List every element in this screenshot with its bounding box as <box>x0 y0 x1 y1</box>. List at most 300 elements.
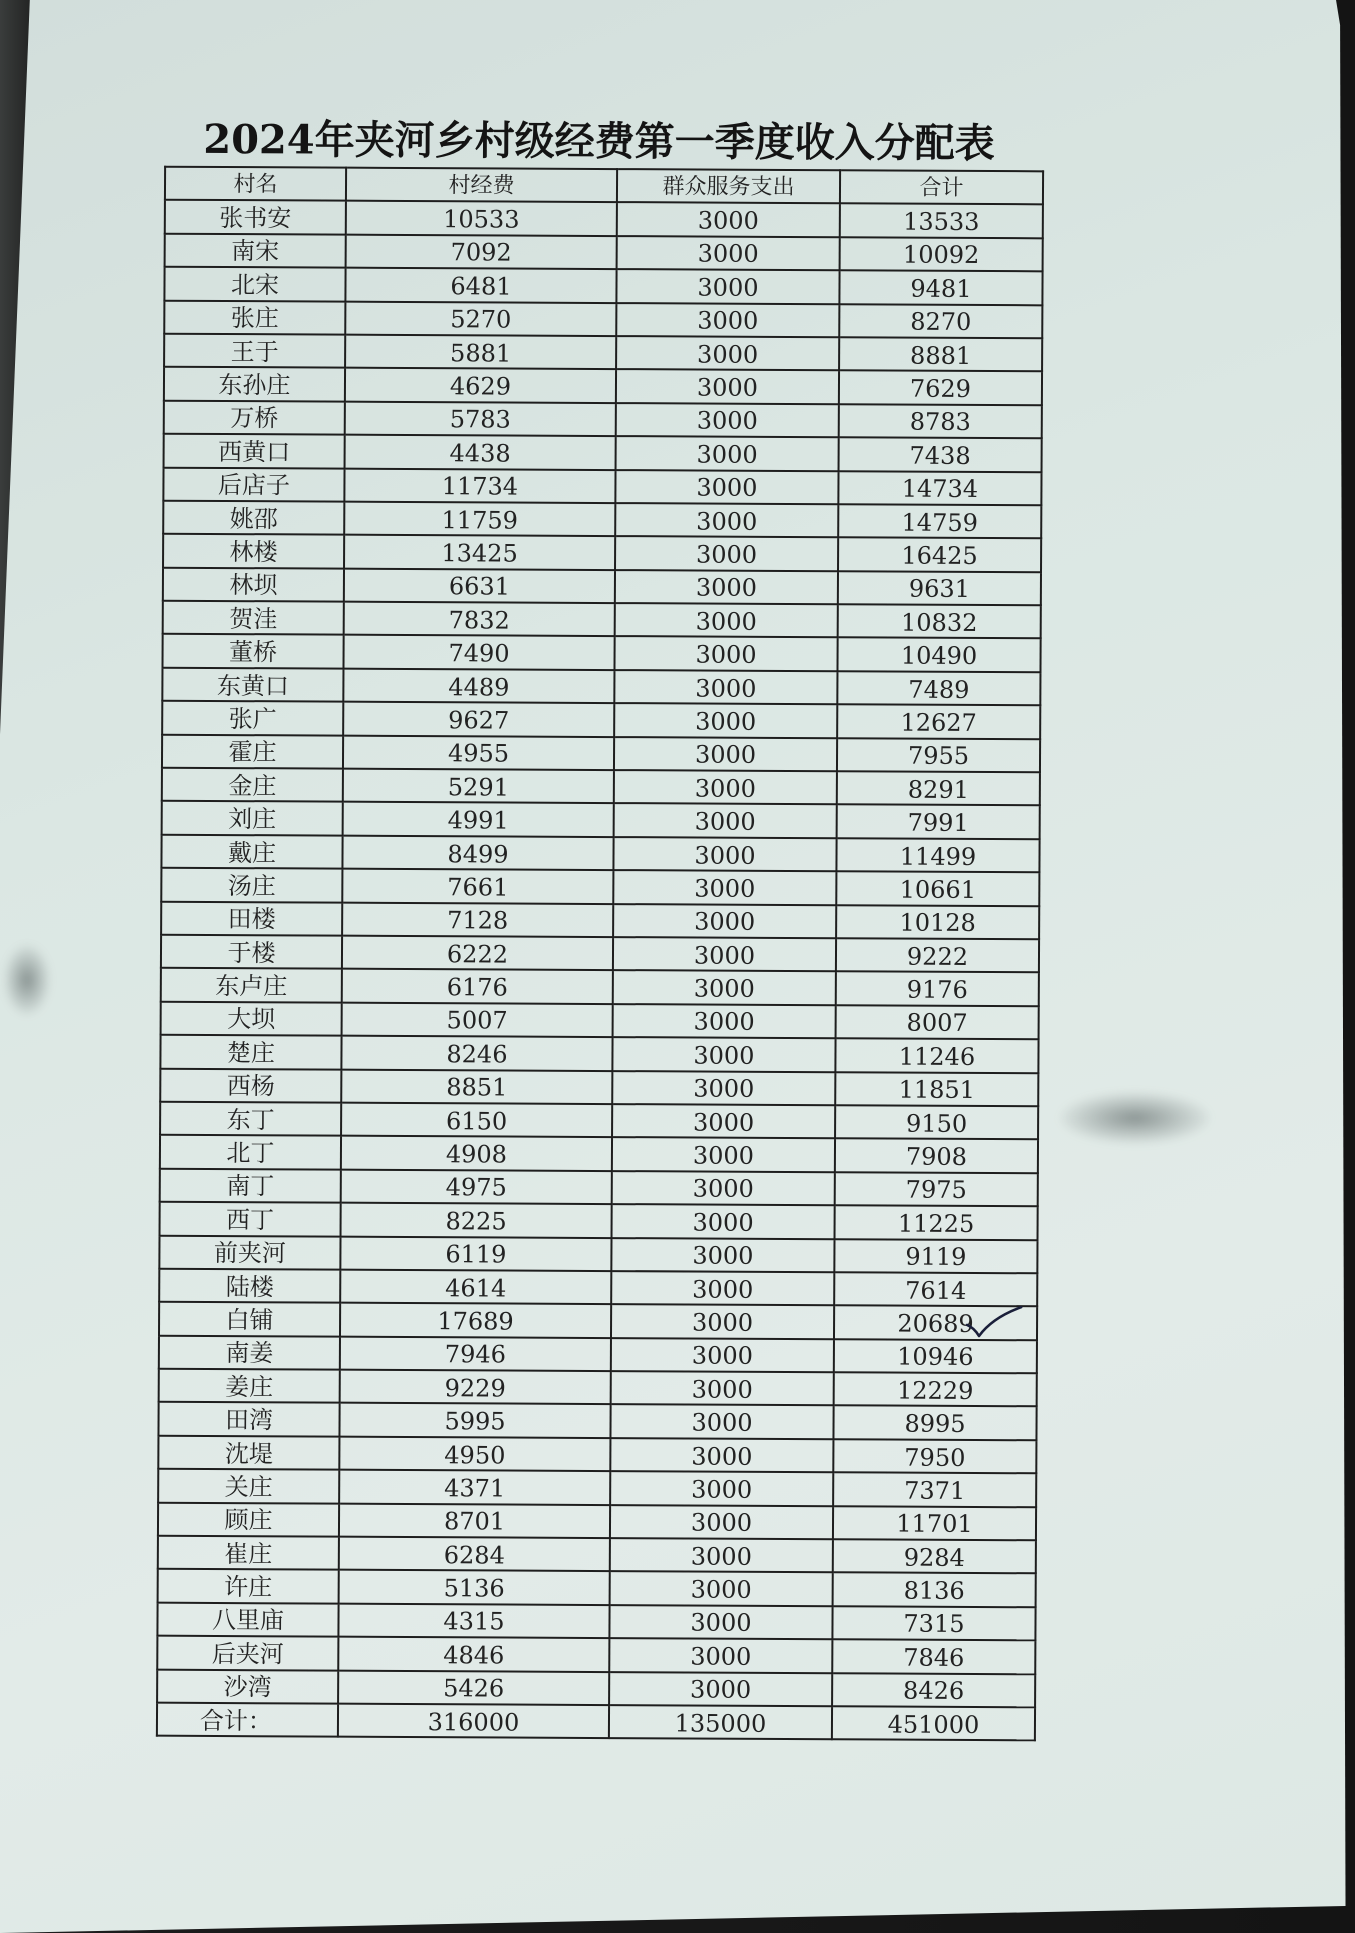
table-row <box>163 467 1041 505</box>
cell-service-expense <box>614 670 837 705</box>
smudge <box>1060 1092 1210 1144</box>
cell-village-name <box>160 1035 341 1069</box>
cell-village-fee-text: 4846 <box>443 1641 505 1670</box>
cell-village-fee-text: 8246 <box>446 1040 508 1069</box>
cell-service-expense-text: 3000 <box>694 774 756 803</box>
cell-total-text: 7489 <box>908 675 970 704</box>
cell-village-name-text: 田楼 <box>227 905 276 934</box>
table-row <box>157 1636 1035 1674</box>
cell-village-fee <box>341 1036 612 1071</box>
header-service-expense: 群众服务支出 <box>617 169 840 204</box>
table-row <box>161 1001 1039 1039</box>
cell-service-expense <box>611 1304 834 1339</box>
cell-total-text: 20689 <box>897 1309 974 1338</box>
table-row <box>158 1402 1036 1440</box>
cell-village-fee <box>340 1303 611 1338</box>
cell-village-fee-text: 5881 <box>450 338 512 368</box>
cell-village-fee <box>340 1370 611 1405</box>
cell-total-text: 7438 <box>909 441 971 470</box>
cell-village-fee-text: 4371 <box>444 1474 506 1503</box>
cell-service-expense-text: 3000 <box>697 306 759 336</box>
cell-service-expense <box>612 1171 835 1206</box>
table-row <box>159 1369 1037 1407</box>
cell-total-text: 7991 <box>907 808 969 838</box>
cell-service-expense-text: 3000 <box>692 1275 754 1304</box>
cell-village-fee <box>345 301 616 336</box>
table-row <box>158 1536 1036 1574</box>
document-title: 2024年夹河乡村级经费第一季度收入分配表 <box>203 115 995 168</box>
cell-service-expense-text: 3000 <box>697 273 759 302</box>
cell-village-name <box>157 1636 338 1670</box>
table-row <box>161 901 1039 939</box>
cell-village-name <box>158 1536 339 1570</box>
cell-village-name <box>163 534 344 568</box>
cell-village-name-text: 霍庄 <box>228 738 277 767</box>
cell-service-expense <box>611 1271 834 1306</box>
cell-total <box>835 1139 1038 1173</box>
cell-total-text: 10128 <box>899 908 976 938</box>
cell-service-expense <box>610 1438 833 1473</box>
cell-village-name <box>161 835 342 869</box>
table-row <box>164 267 1042 305</box>
cell-village-fee <box>339 1403 610 1438</box>
cell-village-name <box>160 1135 341 1169</box>
cell-village-fee-text: 7946 <box>444 1340 507 1369</box>
table-row <box>160 1102 1038 1140</box>
cell-service-expense-text: 3000 <box>693 941 756 970</box>
cell-service-expense <box>613 837 836 872</box>
cell-village-fee <box>338 1637 609 1672</box>
cell-service-expense-text: 3000 <box>692 1108 755 1137</box>
cell-total-text: 9222 <box>906 942 969 971</box>
cell-village-name-text: 大坝 <box>227 1005 276 1034</box>
cell-service-expense <box>616 303 839 338</box>
cell-village-name <box>159 1335 340 1369</box>
table-row <box>162 768 1040 806</box>
table-row <box>163 567 1041 605</box>
table-row <box>163 534 1041 572</box>
cell-village-fee-text: 11734 <box>441 472 519 501</box>
cell-service-expense <box>610 1505 833 1540</box>
cell-total <box>837 771 1040 805</box>
table-row <box>161 835 1039 873</box>
cell-village-fee <box>340 1336 611 1371</box>
cell-village-fee <box>343 735 614 770</box>
cell-total <box>837 638 1040 672</box>
cell-service-expense <box>616 269 839 304</box>
cell-service-expense-text: 3000 <box>694 874 756 903</box>
cell-service-expense-text: 3000 <box>690 1642 752 1671</box>
cell-total <box>836 972 1039 1006</box>
cell-service-expense <box>610 1571 833 1606</box>
table-row <box>158 1469 1036 1507</box>
header-village-name: 村名 <box>165 167 346 201</box>
cell-village-name <box>158 1469 339 1503</box>
cell-village-name-text: 西丁 <box>226 1205 275 1235</box>
cell-service-expense <box>616 369 839 404</box>
table-row <box>160 1068 1038 1106</box>
cell-service-expense <box>610 1405 833 1440</box>
cell-total <box>837 805 1040 839</box>
cell-total <box>840 204 1043 238</box>
table-row <box>164 334 1042 372</box>
cell-village-fee <box>343 802 614 837</box>
cell-village-name-text: 田湾 <box>224 1406 274 1435</box>
cell-total <box>837 738 1040 772</box>
cell-total-text: 12627 <box>900 708 977 737</box>
cell-total-text: 7908 <box>905 1142 968 1171</box>
cell-service-expense <box>611 1238 834 1273</box>
table-row <box>164 434 1042 472</box>
cell-village-fee-text: 13425 <box>441 539 518 568</box>
cell-village-fee-text: 4315 <box>443 1607 505 1636</box>
cell-village-name <box>159 1302 340 1336</box>
cell-village-fee <box>338 1670 609 1705</box>
cell-service-expense <box>617 236 840 271</box>
table-row <box>159 1335 1037 1373</box>
cell-service-expense <box>610 1471 833 1506</box>
cell-village-name <box>157 1602 338 1636</box>
check-mark-icon <box>963 1305 1025 1339</box>
header-village-fee: 村经费 <box>346 168 617 203</box>
cell-village-fee-text: 6481 <box>450 272 512 301</box>
cell-village-name-text: 前夹河 <box>213 1239 286 1268</box>
cell-village-fee-text: 5270 <box>450 305 512 334</box>
total-village-fee: 316000 <box>338 1704 609 1739</box>
cell-service-expense <box>611 1338 834 1373</box>
cell-village-fee-text: 5291 <box>447 772 509 802</box>
cell-village-fee <box>345 435 616 470</box>
cell-village-name-text: 崔庄 <box>224 1539 273 1568</box>
cell-village-fee <box>341 1103 612 1138</box>
table-row <box>158 1502 1036 1540</box>
cell-village-fee-text: 17689 <box>437 1307 514 1336</box>
cell-village-name-text: 西杨 <box>226 1072 275 1101</box>
cell-service-expense <box>614 703 837 738</box>
cell-village-fee <box>344 502 615 537</box>
cell-total <box>838 471 1041 505</box>
cell-total <box>832 1639 1035 1673</box>
cell-village-name-text: 林坝 <box>229 571 278 600</box>
cell-total <box>833 1573 1036 1607</box>
cell-total-text: 7950 <box>904 1443 966 1472</box>
cell-village-fee <box>344 602 615 637</box>
cell-village-name-text: 关庄 <box>224 1472 273 1502</box>
cell-village-fee-text: 4991 <box>447 806 509 835</box>
cell-total-text: 11246 <box>898 1042 976 1071</box>
table-row <box>162 734 1040 772</box>
cell-service-expense-text: 3000 <box>697 206 759 235</box>
cell-village-fee-text: 6284 <box>443 1540 505 1570</box>
cell-total-text: 16425 <box>901 541 978 570</box>
cell-service-expense-text: 3000 <box>695 540 758 569</box>
cell-total <box>838 571 1041 605</box>
cell-village-name <box>163 601 344 635</box>
cell-village-fee <box>342 902 613 937</box>
cell-village-fee <box>342 835 613 870</box>
cell-village-name-text: 北丁 <box>226 1139 275 1168</box>
cell-service-expense <box>612 1204 835 1239</box>
cell-service-expense <box>609 1638 832 1673</box>
cell-service-expense-text: 3000 <box>695 640 757 669</box>
cell-village-name-text: 张广 <box>228 704 277 734</box>
cell-service-expense-text: 3000 <box>690 1542 752 1571</box>
cell-village-fee <box>344 468 615 503</box>
cell-village-name <box>158 1502 339 1536</box>
cell-service-expense <box>615 470 838 505</box>
cell-village-name-text: 姚邵 <box>229 504 278 533</box>
cell-service-expense <box>615 570 838 605</box>
table-footer <box>157 1703 1035 1741</box>
cell-village-fee-text: 8851 <box>446 1073 508 1102</box>
cell-village-name-text: 董桥 <box>229 638 278 667</box>
cell-village-name <box>162 634 343 668</box>
cell-total-text: 11225 <box>897 1209 975 1238</box>
cell-total-text: 9176 <box>906 975 968 1004</box>
header-row <box>165 167 1043 205</box>
cell-total-text: 8270 <box>910 307 972 337</box>
cell-service-expense-text: 3000 <box>697 239 759 269</box>
cell-total <box>839 337 1042 371</box>
cell-total <box>833 1472 1036 1506</box>
cell-service-expense-text: 3000 <box>691 1408 753 1437</box>
cell-total <box>833 1406 1036 1440</box>
cell-total <box>835 1072 1038 1106</box>
table-row <box>160 1135 1038 1173</box>
cell-village-fee <box>342 936 613 971</box>
cell-village-fee-text: 6631 <box>448 572 511 601</box>
cell-service-expense <box>613 1004 836 1039</box>
cell-village-name <box>160 1102 341 1136</box>
cell-service-expense <box>612 1071 835 1106</box>
cell-village-fee-text: 4908 <box>445 1140 508 1169</box>
cell-service-expense-text: 3000 <box>695 707 757 736</box>
cell-total <box>837 671 1040 705</box>
cell-village-fee <box>345 335 616 370</box>
cell-total <box>837 704 1040 738</box>
table-row <box>159 1269 1037 1307</box>
cell-village-name-text: 东孙庄 <box>218 371 291 400</box>
cell-service-expense-text: 3000 <box>691 1341 753 1371</box>
cell-total <box>833 1439 1036 1473</box>
cell-total <box>838 538 1041 572</box>
cell-village-fee <box>345 401 616 436</box>
cell-village-name-text: 于楼 <box>227 938 276 967</box>
table-row <box>159 1302 1037 1340</box>
cell-village-fee-text: 4950 <box>444 1440 506 1470</box>
cell-service-expense <box>616 403 839 438</box>
cell-total-text: 7614 <box>905 1276 967 1305</box>
cell-village-name <box>161 1001 342 1035</box>
cell-village-name-text: 贺洼 <box>229 604 278 634</box>
cell-service-expense-text: 3000 <box>693 974 755 1003</box>
cell-service-expense-text: 3000 <box>697 340 759 369</box>
cell-village-name <box>158 1402 339 1436</box>
cell-service-expense <box>613 904 836 939</box>
table-row <box>160 1202 1038 1240</box>
header-total: 合计 <box>840 170 1043 204</box>
cell-village-fee <box>343 702 614 737</box>
cell-service-expense <box>614 737 837 772</box>
cell-village-fee <box>340 1236 611 1271</box>
cell-total-text: 8426 <box>903 1676 965 1706</box>
cell-service-expense-text: 3000 <box>692 1208 754 1237</box>
cell-village-fee <box>338 1603 609 1638</box>
cell-village-fee <box>339 1570 610 1605</box>
cell-village-fee <box>339 1470 610 1505</box>
cell-service-expense <box>612 1037 835 1072</box>
cell-village-name-text: 西黄口 <box>218 437 291 467</box>
cell-village-name <box>159 1369 340 1403</box>
cell-village-name <box>161 901 342 935</box>
cell-total <box>839 371 1042 405</box>
table-row <box>161 935 1039 973</box>
cell-total <box>834 1306 1037 1340</box>
cell-total-text: 7371 <box>904 1476 966 1505</box>
cell-service-expense-text: 3000 <box>694 740 757 770</box>
cell-total-text: 8881 <box>910 341 972 370</box>
cell-total <box>834 1372 1037 1406</box>
cell-service-expense-text: 3000 <box>690 1575 752 1604</box>
cell-service-expense-text: 3000 <box>696 406 758 436</box>
cell-service-expense-text: 3000 <box>696 507 758 536</box>
table-row <box>160 1035 1038 1073</box>
cell-village-name <box>164 367 345 401</box>
cell-total <box>835 1172 1038 1206</box>
cell-village-name <box>161 968 342 1002</box>
cell-village-name-text: 南姜 <box>225 1339 274 1368</box>
cell-village-fee <box>344 568 615 603</box>
cell-service-expense <box>609 1605 832 1640</box>
cell-total <box>832 1673 1035 1707</box>
cell-service-expense <box>612 1137 835 1172</box>
table-header <box>165 167 1043 205</box>
table-row <box>162 634 1040 672</box>
cell-service-expense-text: 3000 <box>693 1074 755 1104</box>
total-row <box>157 1703 1035 1741</box>
cell-total-text: 9150 <box>905 1109 968 1138</box>
cell-service-expense <box>616 436 839 471</box>
cell-total-text: 9481 <box>910 274 972 303</box>
cell-village-fee-text: 7661 <box>447 873 509 902</box>
cell-village-name-text: 刘庄 <box>228 805 277 834</box>
cell-village-name-text: 东卢庄 <box>215 972 288 1001</box>
cell-village-fee <box>345 268 616 303</box>
cell-village-name <box>165 200 346 234</box>
cell-village-name-text: 戴庄 <box>227 838 277 867</box>
cell-village-name <box>164 267 345 301</box>
cell-service-expense-text: 3000 <box>691 1375 753 1404</box>
cell-village-name-text: 张书安 <box>219 204 292 233</box>
cell-village-name <box>159 1269 340 1303</box>
cell-village-name-text: 许庄 <box>224 1573 273 1602</box>
cell-total <box>834 1272 1037 1306</box>
cell-total <box>839 304 1042 338</box>
cell-service-expense-text: 3000 <box>694 807 756 836</box>
cell-village-fee <box>339 1503 610 1538</box>
cell-service-expense <box>612 1104 835 1139</box>
cell-village-name-text: 南宋 <box>231 237 280 266</box>
cell-village-fee-text: 4489 <box>448 672 510 702</box>
cell-village-name-text: 白铺 <box>225 1306 274 1335</box>
cell-service-expense-text: 3000 <box>694 840 756 870</box>
cell-total-text: 14734 <box>901 474 979 504</box>
cell-service-expense <box>615 503 838 538</box>
cell-village-fee <box>339 1436 610 1471</box>
cell-village-name <box>162 701 343 735</box>
table-row <box>159 1235 1037 1273</box>
cell-village-name <box>165 233 346 267</box>
cell-village-fee-text: 4955 <box>447 739 510 768</box>
cell-service-expense <box>617 202 840 237</box>
cell-total-text: 8136 <box>903 1576 965 1606</box>
cell-total-text: 8007 <box>906 1009 968 1038</box>
cell-village-name <box>163 501 344 535</box>
cell-village-name-text: 姜庄 <box>225 1372 274 1402</box>
cell-service-expense-text: 3000 <box>690 1608 752 1638</box>
cell-total <box>835 1038 1038 1072</box>
allocation-table <box>156 166 1044 1742</box>
table-row <box>160 1168 1038 1206</box>
table-row <box>165 200 1043 238</box>
cell-village-fee <box>343 669 614 704</box>
cell-village-fee <box>345 368 616 403</box>
cell-village-name <box>157 1669 338 1703</box>
cell-village-fee <box>342 869 613 904</box>
cell-village-name <box>162 668 343 702</box>
cell-village-fee <box>341 1136 612 1171</box>
cell-village-fee <box>339 1537 610 1572</box>
cell-village-fee-text: 4629 <box>449 372 512 401</box>
cell-total <box>833 1506 1036 1540</box>
cell-village-name <box>164 434 345 468</box>
cell-total-text: 11701 <box>896 1509 973 1539</box>
cell-village-fee-text: 4614 <box>445 1273 507 1303</box>
table-row <box>162 668 1040 706</box>
cell-total-text: 10661 <box>899 875 977 904</box>
cell-service-expense-text: 3000 <box>690 1675 752 1705</box>
cell-village-name-text: 林楼 <box>229 538 278 567</box>
cell-village-name <box>162 801 343 835</box>
table-row <box>162 701 1040 739</box>
table-row <box>161 968 1039 1006</box>
cell-total-text: 9119 <box>905 1242 967 1272</box>
table-row <box>161 868 1039 906</box>
cell-village-fee-text: 6176 <box>446 973 508 1002</box>
cell-village-fee-text: 6222 <box>446 939 509 969</box>
cell-village-name-text: 陆楼 <box>225 1272 274 1301</box>
cell-village-name <box>163 567 344 601</box>
cell-village-name-text: 南丁 <box>226 1172 275 1201</box>
cell-total-text: 9631 <box>908 574 971 604</box>
cell-village-name <box>158 1569 339 1603</box>
cell-village-fee <box>343 635 614 670</box>
cell-village-name-text: 东黄口 <box>216 671 289 700</box>
cell-village-fee-text: 8499 <box>447 839 509 869</box>
cell-service-expense <box>615 603 838 638</box>
cell-service-expense <box>611 1371 834 1406</box>
cell-village-name <box>159 1235 340 1269</box>
cell-service-expense-text: 3000 <box>691 1475 753 1504</box>
grand-total: 451000 <box>832 1706 1035 1740</box>
table-row <box>157 1602 1035 1640</box>
cell-service-expense <box>613 870 836 905</box>
table-row <box>162 801 1040 839</box>
cell-village-name <box>164 400 345 434</box>
cell-total-text: 14759 <box>901 508 979 537</box>
cell-total <box>834 1339 1037 1373</box>
cell-service-expense <box>615 536 838 571</box>
